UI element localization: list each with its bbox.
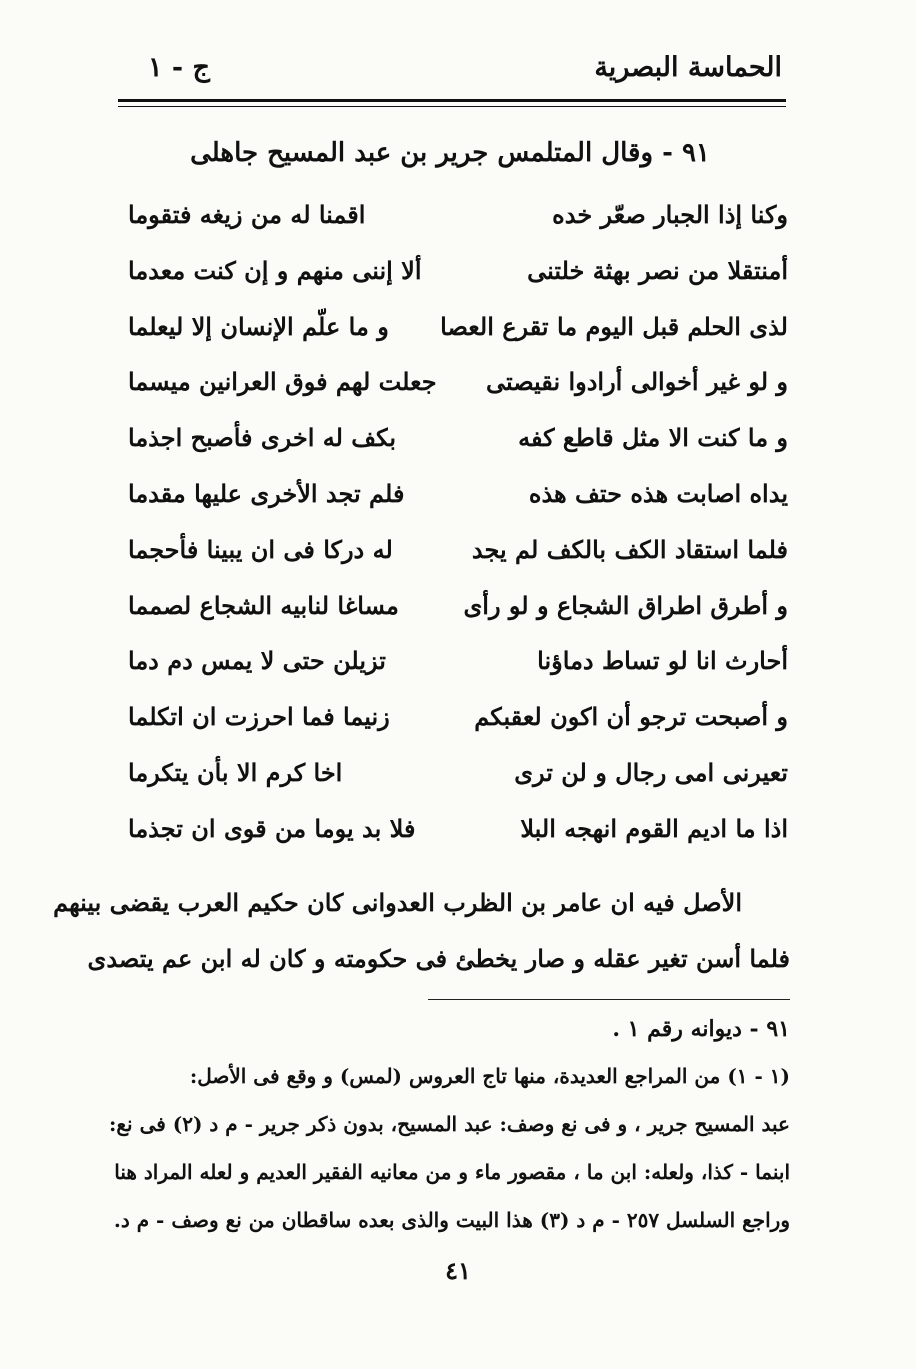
page-number: ٤١	[445, 1256, 471, 1285]
verse-line	[128, 636, 788, 692]
running-head	[118, 52, 786, 96]
first-hemistich: اذا ما اديم القوم انهجه البلا	[520, 813, 788, 843]
footnote-line: ابنما - كذا، ولعله: ابن ما ، مقصور ماء و من معانيه الفقير العديم و لعله المراد هنا	[114, 1160, 790, 1184]
verse-line	[128, 302, 788, 358]
verse-line	[128, 246, 788, 302]
second-hemistich: تزيلن حتى لا يمس دم دما	[128, 646, 386, 676]
poem-heading: ٩١ - وقال المتلمس جرير بن عبد المسيح جاهلى	[190, 138, 710, 168]
first-hemistich: و أطرق اطراق الشجاع و لو رأى	[463, 590, 788, 620]
second-hemistich: فلم تجد الأخرى عليها مقدما	[128, 478, 405, 508]
book-title: الحماسة البصرية	[594, 52, 782, 83]
verse-line	[128, 357, 788, 413]
prose-paragraph-line: فلما أسن تغير عقله و صار يخطئ فى حكومته و كان له ابن عم يتصدى	[87, 944, 790, 973]
second-hemistich: ألا إننى منهم و إن كنت معدما	[128, 255, 422, 285]
prose-paragraph-line: الأصل فيه ان عامر بن الظرب العدوانى كان حكيم العرب يقضى بينهم	[53, 888, 742, 917]
first-hemistich: فلما استقاد الكف بالكف لم يجد	[471, 534, 788, 564]
footnote-separator	[428, 999, 790, 1000]
first-hemistich: يداه اصابت هذه حتف هذه	[528, 478, 788, 508]
second-hemistich: اخا كرم الا بأن يتكرما	[128, 757, 343, 787]
verse-line	[128, 413, 788, 469]
first-hemistich: أمنتقلا من نصر بهثة خلتنى	[527, 255, 788, 285]
first-hemistich: و ما كنت الا مثل قاطع كفه	[518, 423, 788, 453]
footnote-line: عبد المسيح جرير ، و فى نع وصف: عبد المسيح، بدون ذكر جرير - م د (٢) فى نع:	[109, 1112, 790, 1136]
second-hemistich: فلا بد يوما من قوى ان تجذما	[128, 813, 416, 843]
second-hemistich: له دركا فى ان يبينا فأحجما	[128, 534, 393, 564]
footnote-heading: ٩١ - ديوانه رقم ١ .	[612, 1016, 790, 1042]
second-hemistich: اقمنا له من زيغه فتقوما	[128, 200, 366, 229]
first-hemistich: تعيرنى امى رجال و لن ترى	[514, 757, 788, 787]
header-rule-thin	[118, 106, 786, 107]
first-hemistich: لذى الحلم قبل اليوم ما تقرع العصا	[440, 311, 788, 341]
first-hemistich: أحارث انا لو تساط دماؤنا	[537, 646, 788, 676]
poem-verses	[128, 190, 788, 860]
verse-line	[128, 748, 788, 804]
footnote-line: (١ - ١) من المراجع العديدة، منها تاج العروس (لمس) و وقع فى الأصل:	[189, 1064, 790, 1088]
footnote-line: وراجع السلسل ٢٥٧ - م د (٣) هذا البيت والذى بعده ساقطان من نع وصف - م د.	[113, 1208, 790, 1232]
verse-line	[128, 804, 788, 860]
first-hemistich: و لو غير أخوالى أرادوا نقيصتى	[486, 367, 788, 397]
second-hemistich: مساغا لنابيه الشجاع لصمما	[128, 590, 399, 620]
first-hemistich: وكنا إذا الجبار صعّر خده	[552, 200, 788, 229]
second-hemistich: جعلت لهم فوق العرانين ميسما	[128, 367, 437, 397]
second-hemistich: زنيما فما احرزت ان اتكلما	[128, 702, 390, 732]
second-hemistich: و ما علّم الإنسان إلا ليعلما	[128, 311, 389, 341]
header-rule-thick	[118, 99, 786, 102]
verse-line	[128, 692, 788, 748]
first-hemistich: و أصبحت ترجو أن اكون لعقبكم	[474, 702, 788, 732]
verse-line	[128, 469, 788, 525]
verse-line	[128, 525, 788, 581]
verse-line	[128, 190, 788, 246]
volume-number: ج - ١	[148, 52, 210, 83]
verse-line	[128, 581, 788, 637]
second-hemistich: بكف له اخرى فأصبح اجذما	[128, 423, 397, 453]
